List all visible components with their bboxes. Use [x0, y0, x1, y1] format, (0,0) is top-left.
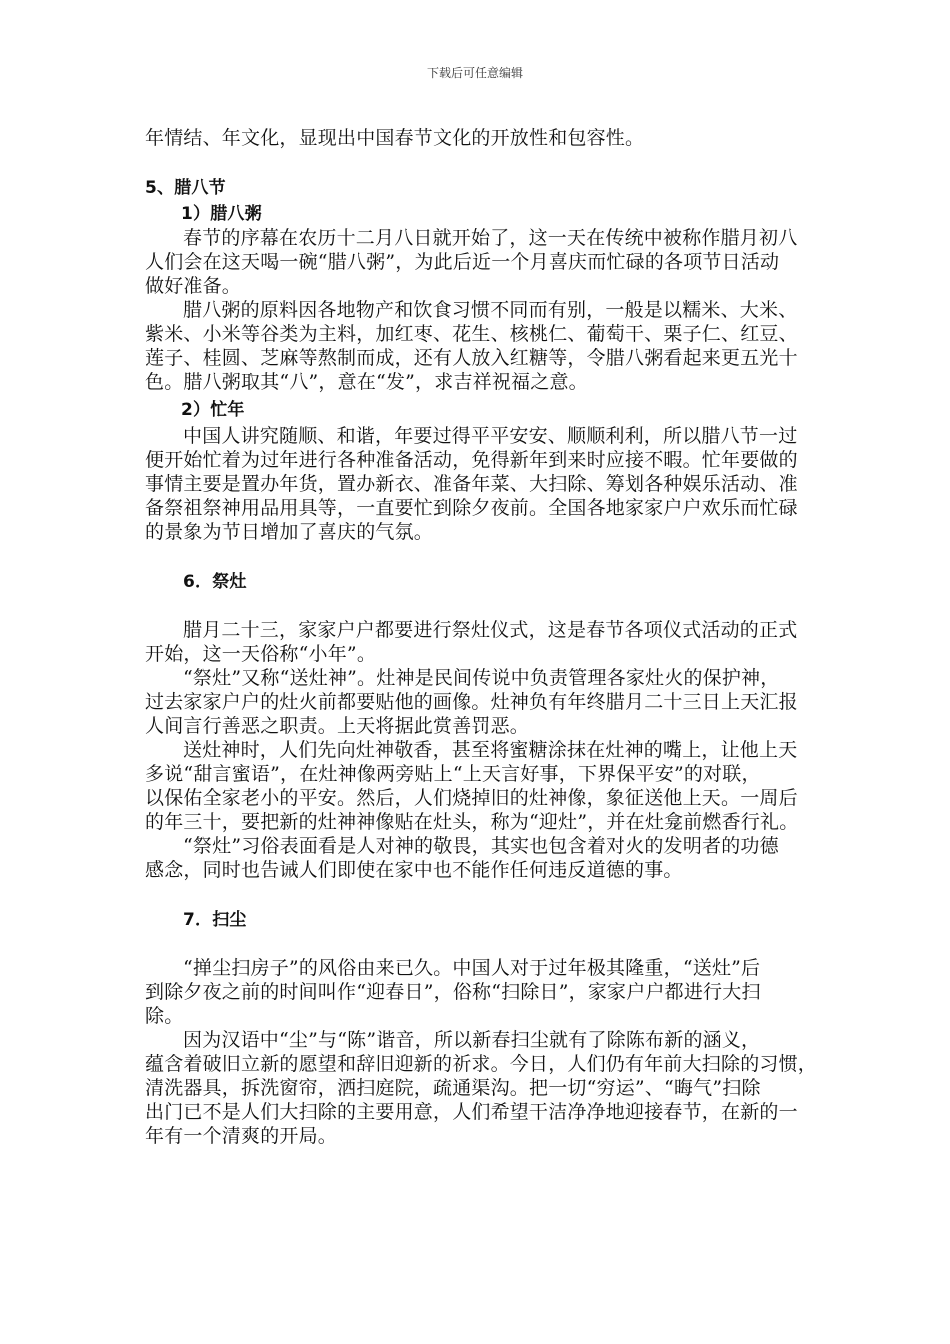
text-line: 人间言行善恶之职责。上天将据此赏善罚恶。	[145, 715, 530, 737]
text-line: 事情主要是置办年货，置办新衣、准备年菜、大扫除、筹划各种娱乐活动、准	[145, 473, 798, 495]
text-line: 年有一个清爽的开局。	[145, 1125, 338, 1147]
text-line: “祭灶”又称“送灶神”。灶神是民间传说中负责管理各家灶火的保护神，	[183, 667, 780, 689]
text-line: 紫米、小米等谷类为主料，加红枣、花生、核桃仁、葡萄干、栗子仁、红豆、	[145, 323, 798, 345]
text-line: 的年三十，要把新的灶神神像贴在灶头，称为“迎灶”，并在灶龛前燃香行礼。	[145, 811, 799, 833]
text-line: 的景象为节日增加了喜庆的气氛。	[145, 521, 434, 543]
text-line: 春节的序幕在农历十二月八日就开始了，这一天在传统中被称作腊月初八	[183, 227, 798, 249]
page-header: 下载后可任意编辑	[426, 66, 523, 80]
text-line: 多说“甜言蜜语”，在灶神像两旁贴上“上天言好事，下界保平安”的对联，	[145, 763, 761, 785]
text-line: 以保佑全家老小的平安。然后，人们烧掉旧的灶神像，象征送他上天。一周后	[145, 787, 798, 809]
text-line: 腊月二十三，家家户户都要进行祭灶仪式，这是春节各项仪式活动的正式	[183, 619, 798, 641]
text-line: 除。	[145, 1005, 184, 1027]
text-line: 便开始忙着为过年进行各种准备活动，免得新年到来时应接不暇。忙年要做的	[145, 449, 798, 471]
text-line: 因为汉语中“尘”与“陈”谐音，所以新春扫尘就有了除陈布新的涵义，	[183, 1029, 761, 1051]
text-line: “祭灶”习俗表面看是人对神的敬畏，其实也包含着对火的发明者的功德	[183, 835, 779, 857]
text-line: 开始，这一天俗称“小年”。	[145, 643, 377, 665]
text-line: 莲子、桂圆、芝麻等熬制而成，还有人放入红糖等，令腊八粥看起来更五光十	[145, 347, 798, 369]
text-line: 色。腊八粥取其“八”，意在“发”，求吉祥祝福之意。	[145, 371, 588, 393]
text-line: 备祭祖祭神用品用具等，一直要忙到除夕夜前。全国各地家家户户欢乐而忙碌	[145, 497, 798, 519]
text-line: 送灶神时，人们先向灶神敬香，甚至将蜜糖涂抹在灶神的嘴上，让他上天	[183, 739, 798, 761]
text-line: 感念，同时也告诫人们即使在家中也不能作任何违反道德的事。	[145, 859, 683, 881]
text-line: 年情结、年文化，显现出中国春节文化的开放性和包容性。	[145, 127, 645, 149]
text-line: 人们会在这天喝一碗“腊八粥”，为此后近一个月喜庆而忙碌的各项节日活动	[145, 251, 780, 273]
section-heading: 2）忙年	[181, 400, 245, 420]
text-line: 蕴含着破旧立新的愿望和辞旧迎新的祈求。今日，人们仍有年前大扫除的习惯，	[145, 1053, 818, 1075]
text-line: 中国人讲究随顺、和谐，年要过得平平安安、顺顺利利，所以腊八节一过	[183, 425, 798, 447]
text-line: 腊八粥的原料因各地物产和饮食习惯不同而有别，一般是以糯米、大米、	[183, 299, 798, 321]
section-heading: 1）腊八粥	[181, 204, 262, 224]
section-heading: 5、腊八节	[145, 178, 226, 198]
text-line: “掸尘扫房子”的风俗由来已久。中国人对于过年极其隆重，“送灶”后	[183, 957, 761, 979]
text-line: 过去家家户户的灶火前都要贴他的画像。灶神负有年终腊月二十三日上天汇报	[145, 691, 798, 713]
section-heading: 6．祭灶	[183, 572, 247, 592]
text-line: 清洗器具，拆洗窗帘，洒扫庭院，疏通渠沟。把一切“穷运”、“晦气”扫除	[145, 1077, 761, 1099]
text-line: 做好准备。	[145, 275, 242, 297]
section-heading: 7．扫尘	[183, 910, 247, 930]
text-line: 出门已不是人们大扫除的主要用意，人们希望干洁净净地迎接春节，在新的一	[145, 1101, 798, 1123]
text-line: 到除夕夜之前的时间叫作“迎春日”，俗称“扫除日”，家家户户都进行大扫	[145, 981, 761, 1003]
